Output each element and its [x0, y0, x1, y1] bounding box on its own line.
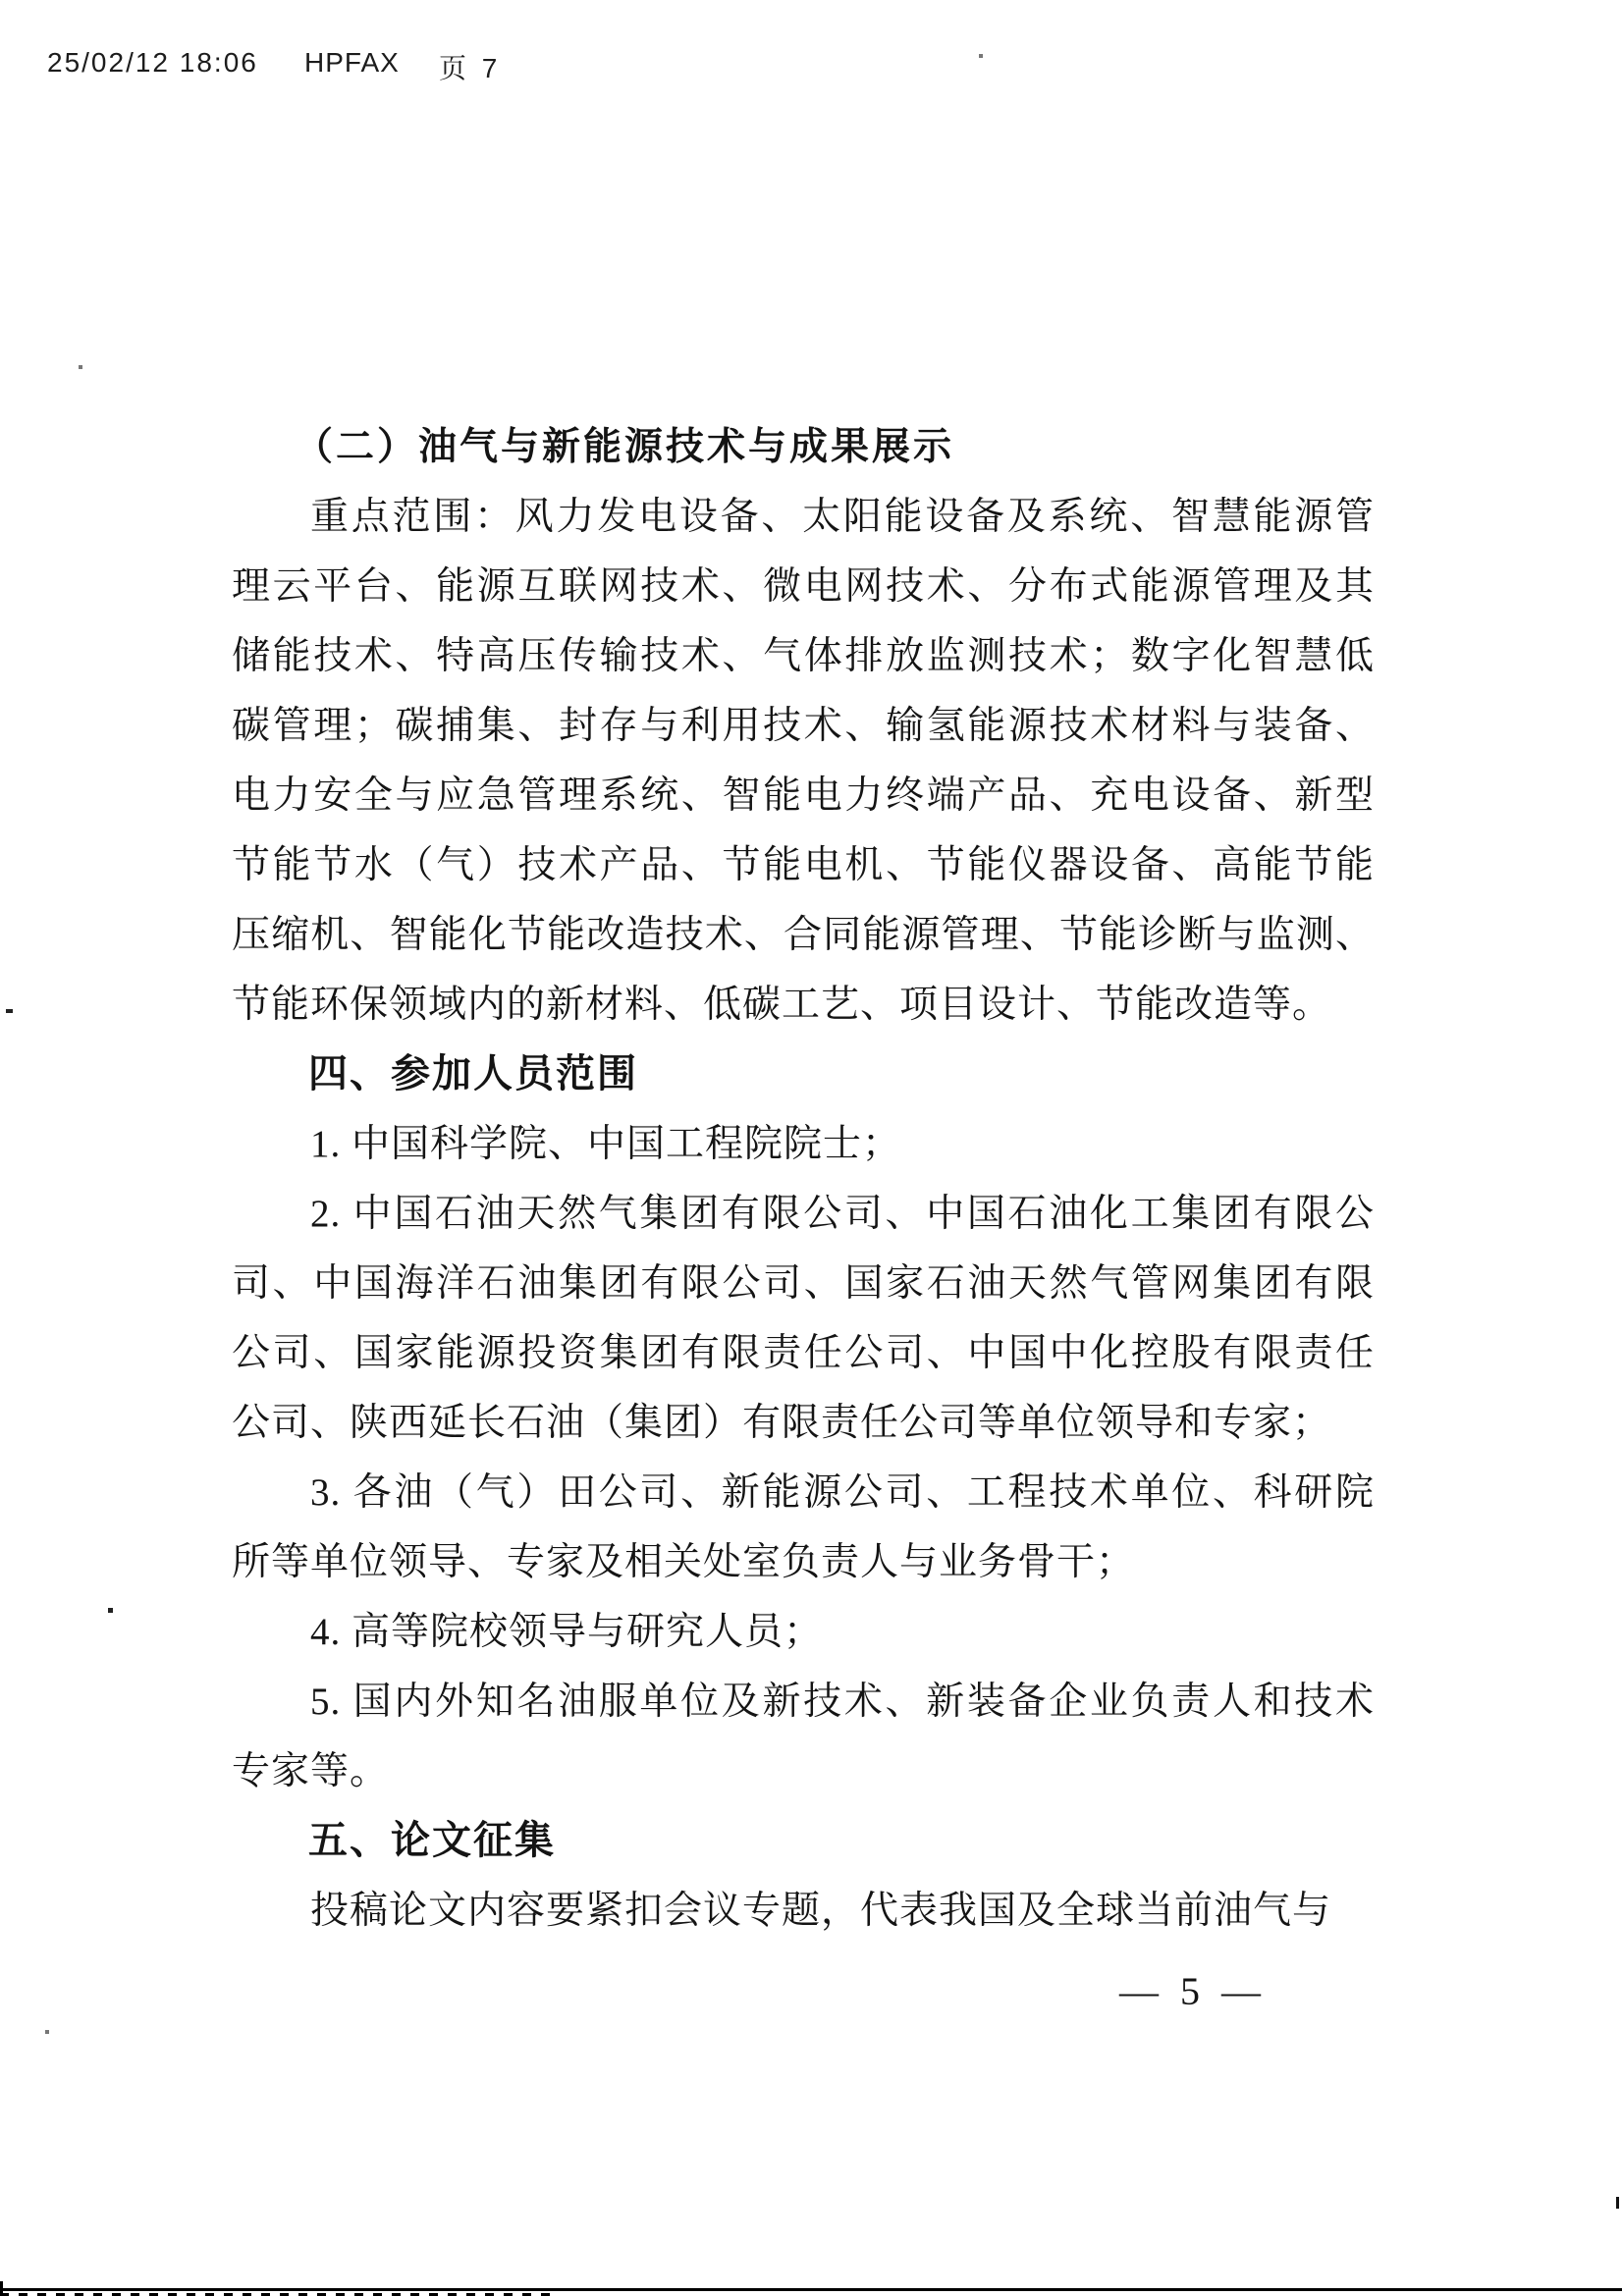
document-line: 投稿论文内容要紧扣会议专题，代表我国及全球当前油气与: [310, 1890, 1332, 1932]
fax-header: [0, 47, 1622, 82]
document-line: 司、中国海洋石油集团有限公司、国家石油天然气管网集团有限: [232, 1262, 1375, 1305]
section-heading: 四、参加人员范围: [308, 1052, 638, 1095]
document-line: 2. 中国石油天然气集团有限公司、中国石油化工集团有限公: [310, 1193, 1375, 1235]
scan-edge-line: [0, 2288, 1622, 2291]
document-line: 3. 各油（气）田公司、新能源公司、工程技术单位、科研院: [310, 1471, 1375, 1514]
document-line: 节能环保领域内的新材料、低碳工艺、项目设计、节能改造等。: [232, 984, 1332, 1026]
scan-noise-dot: [79, 365, 82, 369]
document-line: 碳管理；碳捕集、封存与利用技术、输氢能源技术材料与装备、: [232, 705, 1375, 747]
document-line: 公司、国家能源投资集团有限责任公司、中国中化控股有限责任: [232, 1332, 1375, 1374]
document-title: （二）油气与新能源技术与成果展示: [295, 426, 955, 468]
document-line: 1. 中国科学院、中国工程院院士；: [310, 1123, 902, 1165]
page-number-footer: — 5 —: [1119, 1969, 1267, 2013]
fax-datetime: 25/02/12 18:06: [47, 47, 258, 78]
document-line: 4. 高等院校领导与研究人员；: [310, 1611, 824, 1653]
fax-page-number: 页 7: [439, 53, 502, 83]
scan-noise-dot: [108, 1608, 113, 1613]
document-line: 重点范围：风力发电设备、太阳能设备及系统、智慧能源管: [310, 496, 1375, 538]
section-heading: 五、论文征集: [308, 1819, 556, 1862]
scan-edge-tick: [1616, 2197, 1619, 2209]
scan-noise-dot: [979, 54, 983, 58]
document-line: 储能技术、特高压传输技术、气体排放监测技术；数字化智慧低: [232, 635, 1375, 677]
document-line: 电力安全与应急管理系统、智能电力终端产品、充电设备、新型: [232, 774, 1375, 817]
document-line: 所等单位领导、专家及相关处室负责人与业务骨干；: [232, 1541, 1136, 1583]
document-line: 压缩机、智能化节能改造技术、合同能源管理、节能诊断与监测、: [232, 914, 1375, 956]
document-line: 节能节水（气）技术产品、节能电机、节能仪器设备、高能节能: [232, 844, 1375, 886]
fax-device-name: HPFAX: [304, 47, 400, 78]
document-body: [232, 412, 1375, 1946]
scan-noise-dot: [45, 2030, 49, 2034]
scan-noise-dot: [6, 1009, 13, 1013]
scan-edge-tick: [0, 2281, 3, 2296]
document-line: 公司、陕西延长石油（集团）有限责任公司等单位领导和专家；: [232, 1402, 1332, 1444]
document-line: 5. 国内外知名油服单位及新技术、新装备企业负责人和技术: [310, 1681, 1375, 1723]
document-line: 专家等。: [232, 1750, 390, 1792]
document-line: 理云平台、能源互联网技术、微电网技术、分布式能源管理及其: [232, 565, 1375, 608]
